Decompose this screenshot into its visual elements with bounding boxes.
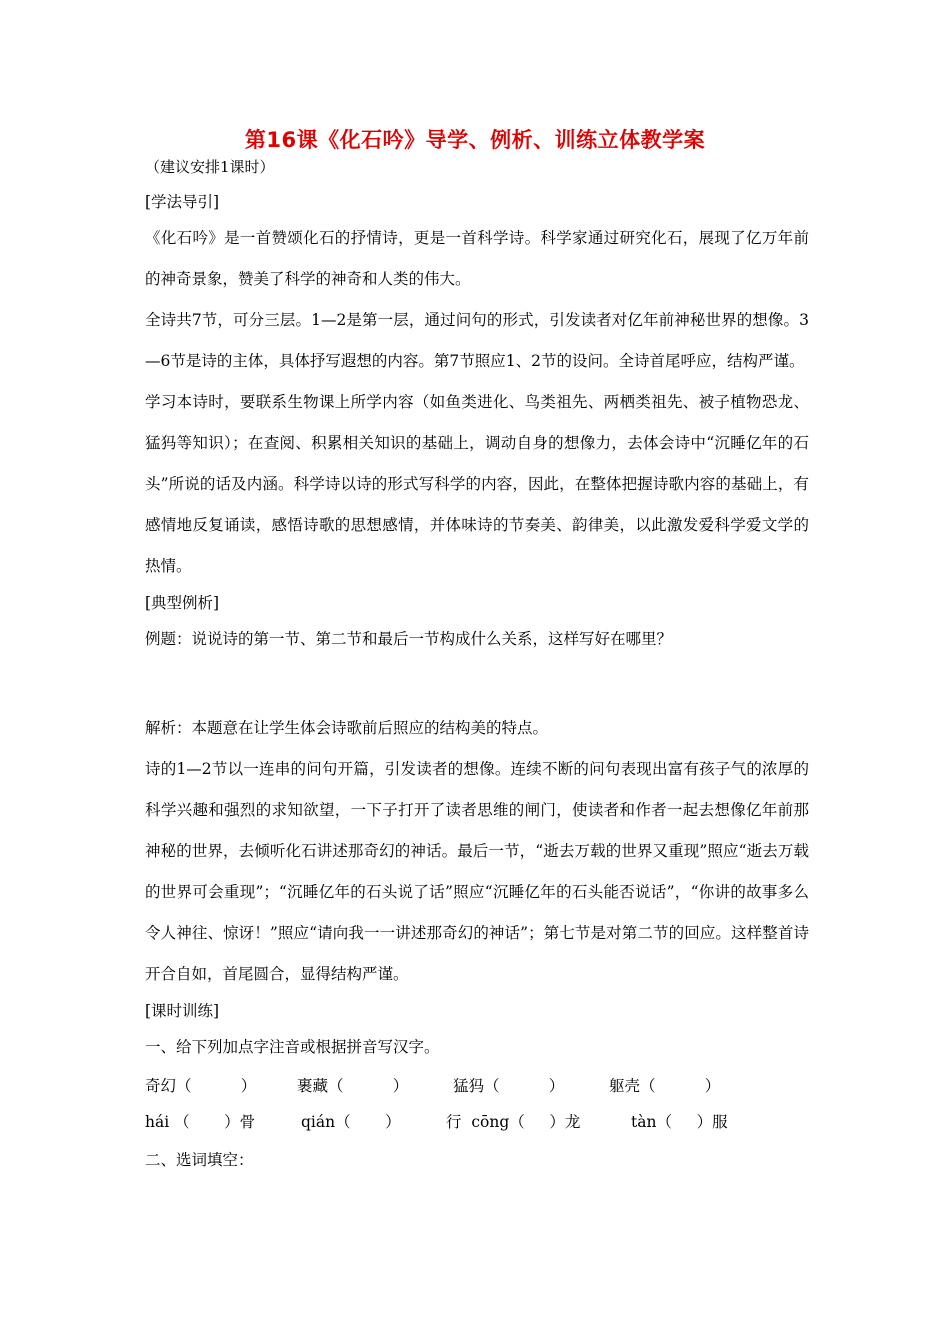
blank-item: 躯壳（ ） — [609, 1077, 721, 1095]
blank-item: 猛犸（ ） — [453, 1077, 565, 1095]
analysis-paragraph: 诗的1—2节以一连串的问句开篇，引发读者的想像。连续不断的问句表现出富有孩子气的浓厚的科学兴趣和强烈的求知欲望，一下子打开了读者思维的闸门，使读者和作者一起去想像亿年前那神秘的世界，去倾听化石讲述那奇幻的神话。最后一节，“逝去万载的世界又重现”照应“逝去万载的世界可会重现”；“沉睡亿年的石头说了话”照应“沉睡亿年的石头能否说话”，“你讲的故事多么令人神往、惊讶！”照应“请向我一一讲述那奇幻的神话”；第七节是对第二节的回应。这样整首诗开合自如，首尾圆合，显得结构严谨。 — [145, 760, 809, 983]
document-title: 第16课《化石吟》导学、例析、训练立体教学案 — [244, 128, 706, 152]
section-heading-example: [典型例析] — [145, 594, 220, 612]
lesson-note: （建议安排1课时） — [145, 158, 275, 176]
guide-paragraph-2: 全诗共7节，可分三层。1—2是第一层，通过问句的形式，引发读者对亿年前神秘世界的想像。3—6节是诗的主体，具体抒写遐想的内容。第7节照应1、2节的设问。全诗首尾呼应，结构严谨。 — [145, 311, 809, 370]
pinyin-row-1 — [145, 1068, 809, 1104]
pinyin-row-2 — [145, 1104, 809, 1140]
guide-paragraph-1: 《化石吟》是一首赞颂化石的抒情诗，更是一首科学诗。科学家通过研究化石，展现了亿万年前的神奇景象，赞美了科学的神奇和人类的伟大。 — [145, 229, 809, 288]
blank-item: 奇幻（ ） — [145, 1077, 257, 1095]
blank-item: tàn（ ）服 — [631, 1113, 728, 1131]
blank-item: 裹藏（ ） — [297, 1077, 409, 1095]
analysis-line-1: 解析：本题意在让学生体会诗歌前后照应的结构美的特点。 — [145, 719, 549, 737]
answer-space — [145, 660, 809, 708]
blank-item: qián（ ） — [301, 1113, 401, 1131]
section-heading-training: [课时训练] — [145, 1002, 220, 1020]
document-body — [145, 186, 809, 1181]
guide-paragraph-3: 学习本诗时，要联系生物课上所学内容（如鱼类进化、鸟类祖先、两栖类祖先、被子植物恐龙、猛犸等知识）；在查阅、积累相关知识的基础上，调动自身的想像力，去体会诗中“沉睡亿年的石头”所说的话及内涵。科学诗以诗的形式写科学的内容，因此，在整体把握诗歌内容的基础上，有感情地反复诵读，感悟诗歌的思想感情，并体味诗的节奏美、韵律美，以此激发爱科学爱文学的热情。 — [145, 393, 809, 575]
question-1: 一、给下列加点字注音或根据拼音写汉字。 — [145, 1038, 440, 1056]
section-heading-guide: [学法导引] — [145, 193, 220, 211]
blank-item: 行 cōng（ ）龙 — [446, 1113, 581, 1131]
question-2: 二、选词填空： — [145, 1151, 254, 1169]
blank-item: hái （ ）骨 — [145, 1113, 256, 1131]
example-question: 例题：说说诗的第一节、第二节和最后一节构成什么关系，这样写好在哪里？ — [145, 630, 673, 648]
